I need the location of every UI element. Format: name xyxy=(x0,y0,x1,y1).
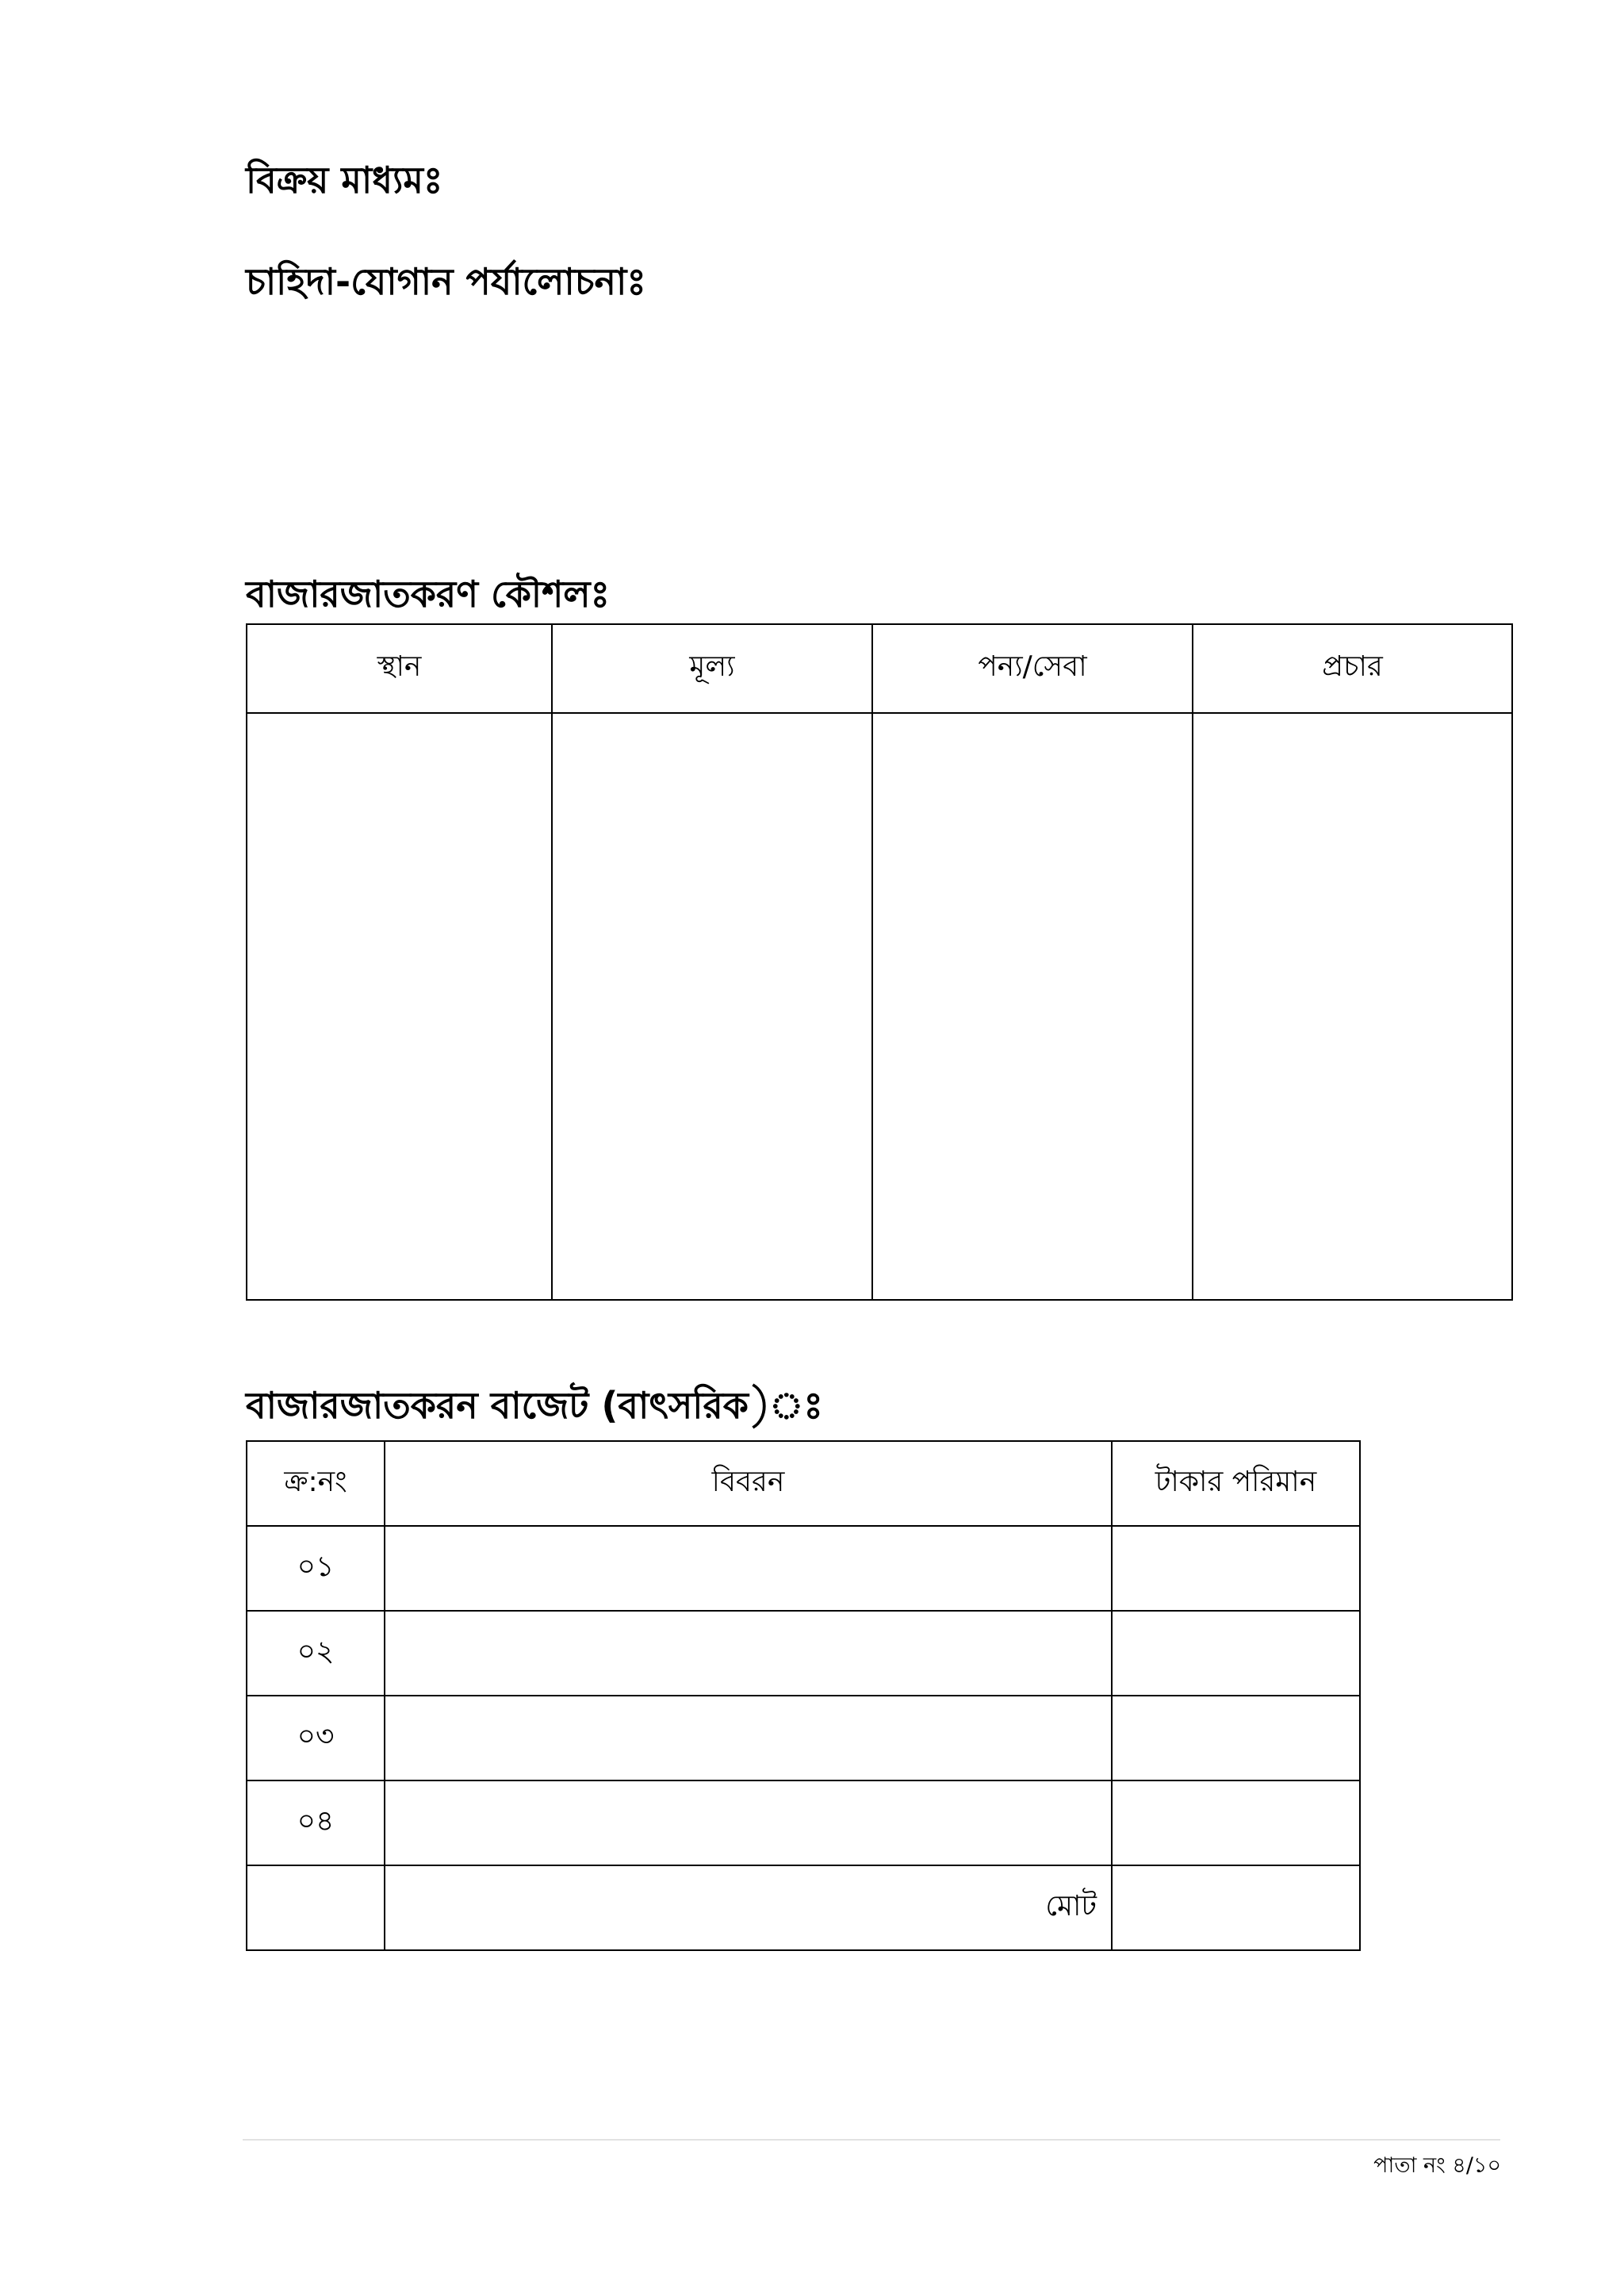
cell-serial: ০১ xyxy=(247,1526,385,1611)
marketing-strategy-table xyxy=(246,623,1513,1301)
column-header-promotion: প্রচার xyxy=(1193,624,1512,713)
heading-sales-channel: বিক্রয় মাধ্যমঃ xyxy=(246,159,443,201)
cell-serial-empty xyxy=(247,1865,385,1950)
column-header-amount: টাকার পরিমান xyxy=(1112,1441,1360,1526)
column-header-price: মূল্য xyxy=(552,624,872,713)
footer-divider xyxy=(243,2139,1500,2141)
cell-description[interactable] xyxy=(385,1526,1112,1611)
marketing-budget-table xyxy=(246,1440,1361,1951)
cell-price[interactable] xyxy=(552,713,872,1300)
cell-description[interactable] xyxy=(385,1611,1112,1696)
cell-product-service[interactable] xyxy=(872,713,1193,1300)
column-header-place: স্থান xyxy=(247,624,552,713)
page-number: পাতা নং ৪/১০ xyxy=(1373,2153,1501,2178)
column-header-serial: ক্র:নং xyxy=(247,1441,385,1526)
cell-serial: ০৪ xyxy=(247,1780,385,1865)
table-row xyxy=(247,1780,1360,1865)
heading-demand-supply-review: চাহিদা-যোগান পর্যালোচনাঃ xyxy=(246,260,646,303)
cell-description[interactable] xyxy=(385,1696,1112,1780)
table-row xyxy=(247,1526,1360,1611)
cell-serial: ০২ xyxy=(247,1611,385,1696)
table-header-row xyxy=(247,1441,1360,1526)
heading-marketing-budget: বাজারজাতকরন বাজেট (বাৎসরিক)ঃ xyxy=(246,1384,823,1427)
table-header-row xyxy=(247,624,1512,713)
table-row xyxy=(247,1611,1360,1696)
cell-total-amount[interactable] xyxy=(1112,1865,1360,1950)
column-header-description: বিবরন xyxy=(385,1441,1112,1526)
table-row xyxy=(247,713,1512,1300)
total-label: মোট xyxy=(385,1865,1112,1950)
cell-place[interactable] xyxy=(247,713,552,1300)
cell-serial: ০৩ xyxy=(247,1696,385,1780)
cell-amount[interactable] xyxy=(1112,1526,1360,1611)
column-header-product-service: পন্য/সেবা xyxy=(872,624,1193,713)
table-row xyxy=(247,1696,1360,1780)
cell-description[interactable] xyxy=(385,1780,1112,1865)
cell-amount[interactable] xyxy=(1112,1611,1360,1696)
table-total-row xyxy=(247,1865,1360,1950)
cell-promotion[interactable] xyxy=(1193,713,1512,1300)
heading-marketing-strategy: বাজারজাতকরণ কৌশলঃ xyxy=(246,573,611,615)
cell-amount[interactable] xyxy=(1112,1696,1360,1780)
cell-amount[interactable] xyxy=(1112,1780,1360,1865)
